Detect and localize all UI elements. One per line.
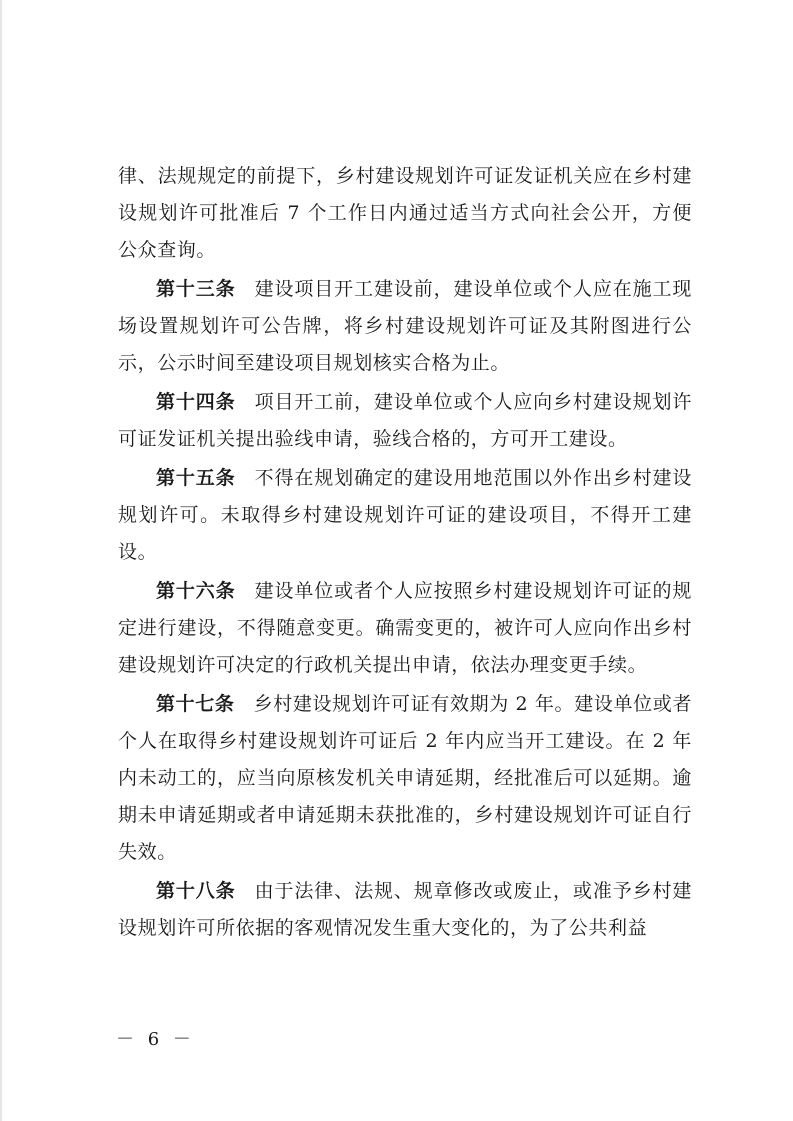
article-number: 第十五条	[156, 467, 236, 489]
article-text: 不得在规划确定的建设用地范围以外作出乡村建设规划许可。未取得乡村建设规划许可证的建设项目，不得开工建设。	[118, 467, 693, 563]
article-number: 第十四条	[156, 391, 236, 413]
article-number: 第十七条	[156, 693, 235, 715]
document-body	[118, 158, 692, 947]
article-14	[118, 384, 692, 458]
article-15	[118, 460, 692, 571]
page-edge	[0, 0, 2, 1121]
article-number: 第十三条	[156, 278, 236, 300]
article-17	[118, 686, 692, 871]
article-number: 第十六条	[156, 580, 236, 602]
article-18	[118, 873, 692, 947]
page-number: － 6 －	[116, 1029, 195, 1050]
article-text: 建设项目开工建设前，建设单位或个人应在施工现场设置规划许可公告牌，将乡村建设规划许可证及其附图进行公示，公示时间至建设项目规划核实合格为止。	[118, 278, 693, 374]
article-13	[118, 271, 692, 382]
article-text: 由于法律、法规、规章修改或废止，或准予乡村建设规划许可所依据的客观情况发生重大变化的，为了公共利益	[118, 880, 693, 939]
article-16	[118, 573, 692, 684]
article-text: 项目开工前，建设单位或个人应向乡村建设规划许可证发证机关提出验线申请，验线合格的，方可开工建设。	[118, 391, 693, 450]
paragraph-continuation	[118, 158, 692, 269]
article-number: 第十八条	[156, 880, 236, 902]
paragraph-text: 律、法规规定的前提下，乡村建设规划许可证发证机关应在乡村建设规划许可批准后 7 个工作日内通过适当方式向社会公开，方便公众查询。	[118, 165, 692, 261]
article-text: 建设单位或者个人应按照乡村建设规划许可证的规定进行建设，不得随意变更。确需变更的，被许可人应向作出乡村建设规划许可决定的行政机关提出申请，依法办理变更手续。	[118, 580, 693, 676]
article-text: 乡村建设规划许可证有效期为 2 年。建设单位或者个人在取得乡村建设规划许可证后 2 年内应当开工建设。在 2 年内未动工的，应当向原核发机关申请延期，经批准后可以延期。逾期未申请延期或者申请延期未获批准的，乡村建设规划许可证自行失效。	[118, 693, 692, 863]
